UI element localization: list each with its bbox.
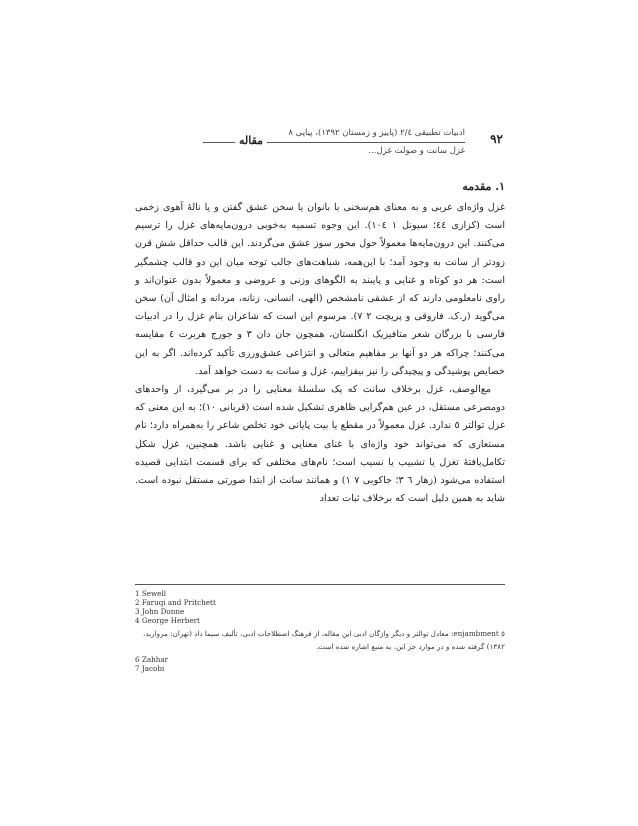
footnote-5: ٥ enjambment: معادل توالتر و دیگر واژگان ادبی این مقاله، از فرهنگ اصطلاحات ادبی، تألیف سیما داد (تهران: مروارید، ۱۳۸۲) گرفته شده و در موارد جز این، به منبع اشاره شده است. [143,629,505,651]
footnote-7: 7 Jacobi [135,664,165,673]
page-header [135,122,505,172]
footnote-1: 1 Sewell [135,589,167,598]
running-title: غزل سانت و صولت غزل... [368,146,465,156]
footnote-2: 2 Faruqi and Pritchett [135,598,216,607]
footnote-4: 4 George Herbert [135,616,200,625]
footnotes [135,589,505,673]
footnote-3: 3 John Donne [135,607,185,616]
paragraph-2: مع‌الوصف، غزل برخلاف سانت که یک سلسلهٔ معنایی را در بر می‌گیرد، از واحدهای دومصرعی مستقل، در عین هم‌گرایی ظاهری تشکیل شده است (قربانی ۱۰)؛ به این معنی که غزل توالتر ٥ ندارد. غزل معمولاً در مقطع یا بیت پایانی خود تخلص شاعر را به‌همراه دارد؛ نام مستعاری که می‌تواند خود واژه‌ای با غنای معنایی و غنایی باشد. همچنین، غزل شکل تکامل‌یافتهٔ تغزل یا تشبیب یا نسیب است؛ نام‌های مختلفی که برای قسمت ابتدایی قصیده استفاده می‌شود (زهار ٦ ۳؛ جاکوبی ۷ ۱) و همانند سانت از ابتدا صورتی مستقل نبوده است. شاید به همین دلیل است که برخلاف ثبات تعداد [135,384,506,505]
section-label: مقاله [235,134,267,147]
footnote-6: 6 Zahhar [135,655,169,664]
section-heading: ۱. مقدمه [462,180,505,193]
page-number: ۹۲ [490,132,503,146]
journal-citation: ادبیات تطبیقی ۲/٤ (پاییز و زمستان ۱۳۹۲)، پیاپی ۸ [288,128,465,138]
paragraph-1: غزل واژه‌ای عربی و به معنای هم‌سخنی با بانوان یا سخن عشق گفتن و یا نالهٔ آهوی زخمی است (کزازی ٤٤؛ سیونل ۱ ۱۰٤). این وجوه تسمیه به‌خوبی درون‌مایه‌های غزل را ترسیم می‌کنند. این درون‌مایه‌ها معمولاً حول محور سوز عشق می‌گردند. این قالب حداقل شش قرن زودتر از سانت به وجود آمد؛ با این‌همه، شباهت‌های جالب توجه میان این دو قالب چشمگیر است: هر دو کوتاه و غنایی و پایبند به الگوهای وزنی و عروضی و معمولاً بدون عنوان‌اند و راوی نامعلومی دارند که از عشقی نامشخص (الهی، انسانی، زنانه، مردانه و امثال آن) سخن می‌گوید (ر.ک. فاروقی و پریچت ۲ ۷). مرسوم این است که شاعران بنام غزل را در ادبیات فارسی با بزرگان شعر متافیزیک انگلستان، همچون جان دان ۳ و جورج هربرت ٤ مقایسه می‌کنند؛ چراکه هر دو آنها بر مفاهیم متعالی و انتزاعی عشق‌ورزی تأکید کرده‌اند. اگر به این خصایص پوشیدگی و پیچیدگی را نیز بیفزاییم، غزل و سانت به دست خواهد آمد. [135,202,505,377]
article-body [135,180,505,508]
footnote-rule [135,584,505,585]
